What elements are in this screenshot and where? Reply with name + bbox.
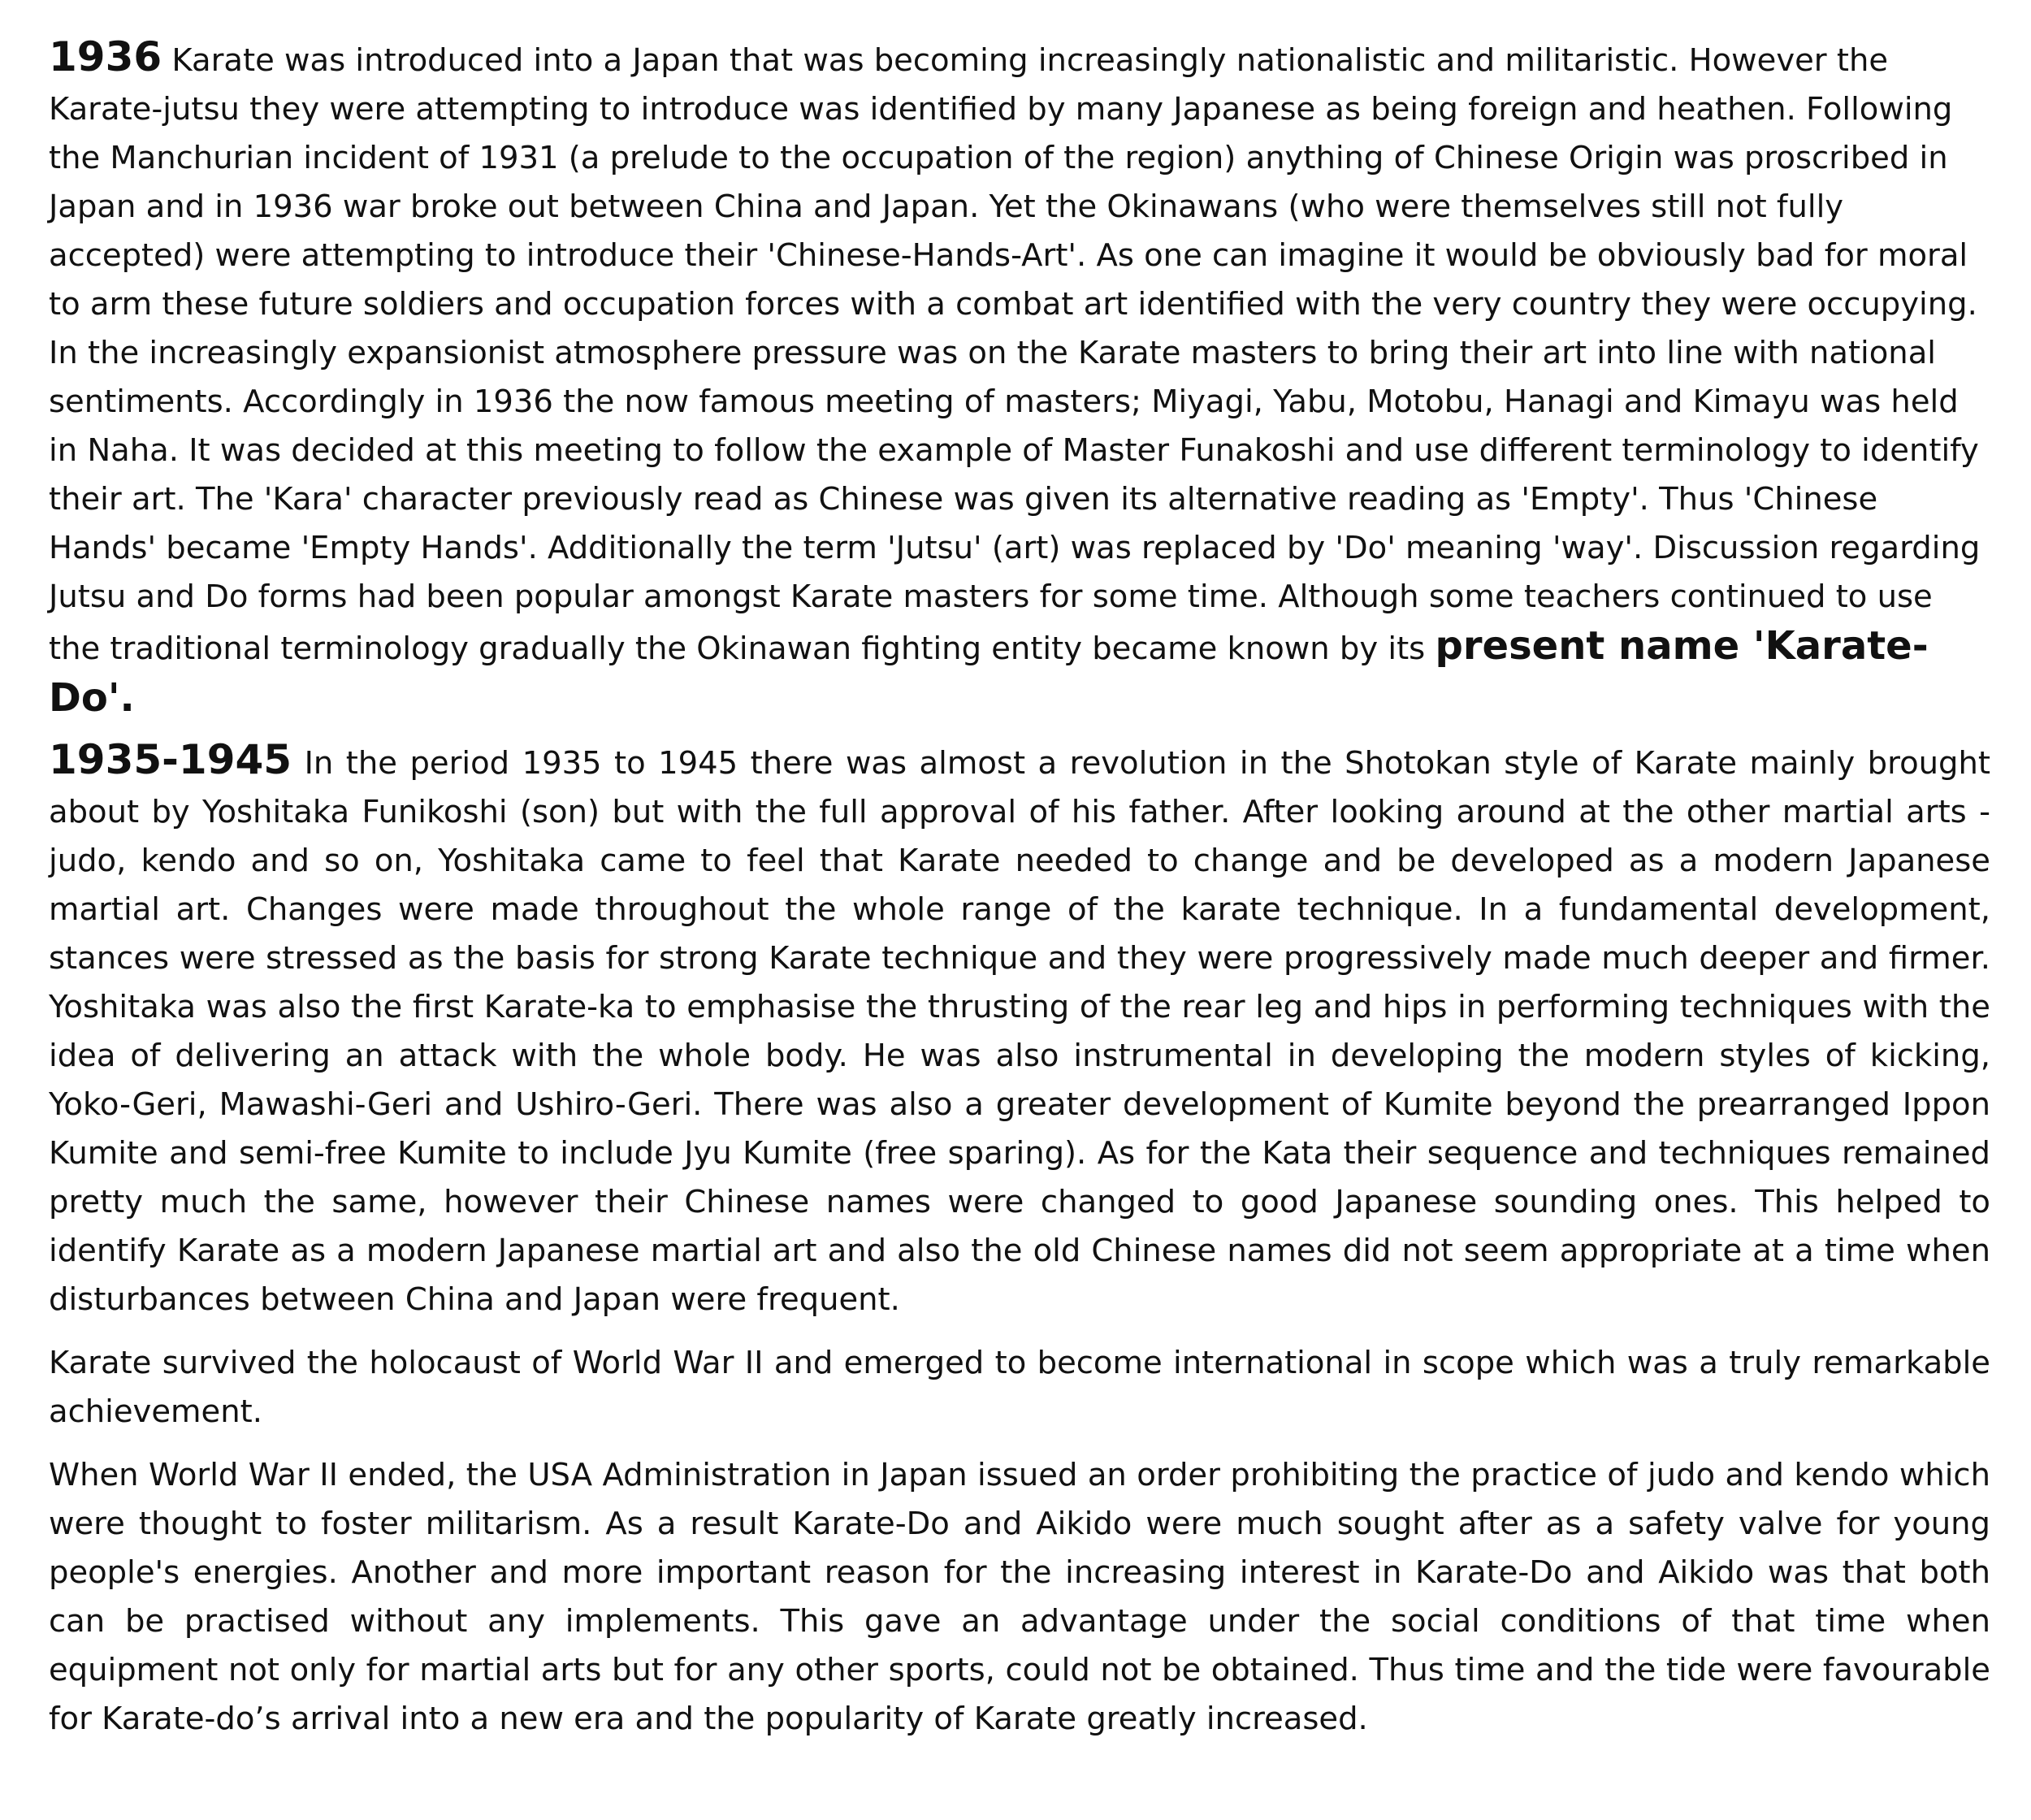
section-heading-1936: 1936	[49, 33, 162, 80]
paragraph-post-war: When World War II ended, the USA Administration in Japan issued an order prohibiting the practice of judo and kendo which were thought to foster militarism. As a result Karate-Do and Aikido were much sought after as a safety valve for young people's energies. Another and more important reason for the increasing interest in Karate-Do and Aikido was that both can be practised without any implements. This gave an advantage under the social conditions of that time when equipment not only for martial arts but for any other sports, could not be obtained. Thus time and the tide were favourable for Karate-do’s arrival into a new era and the popularity of Karate greatly increased.	[49, 1457, 1990, 1737]
section-body-1936: Karate was introduced into a Japan that was becoming increasingly nationalistic and militaristic. However the Karate-jutsu they were attempting to introduce was identified by many Japanese as being foreign and heathen. Following the Manchurian incident of 1931 (a prelude to the occupation of the region) anything of Chinese Origin was proscribed in Japan and in 1936 war broke out between China and Japan. Yet the Okinawans (who were themselves still not fully accepted) were attempting to introduce their 'Chinese-Hands-Art'. As one can imagine it would be obviously bad for moral to arm these future soldiers and occupation forces with a combat art identified with the very country they were occupying. In the increasingly expansionist atmosphere pressure was on the Karate masters to bring their art into line with national sentiments. Accordingly in 1936 the now famous meeting of masters; Miyagi, Yabu, Motobu, Hanagi and Kimayu was held in Naha. It was decided at this meeting to follow the example of Master Funakoshi and use different terminology to identify their art. The 'Kara' character previously read as Chinese was given its alternative reading as 'Empty'. Thus 'Chinese Hands' became 'Empty Hands'. Additionally the term 'Jutsu' (art) was replaced by 'Do' meaning 'way'. Discussion regarding Jutsu and Do forms had been popular amongst Karate masters for some time. Although some teachers continued to use the traditional terminology gradually the Okinawan fighting entity became known by its	[49, 42, 1981, 667]
document-page	[49, 32, 1990, 1744]
section-1935-1945	[49, 735, 1990, 1324]
section-1936	[49, 32, 1990, 726]
section-body-1935-1945: In the period 1935 to 1945 there was almost a revolution in the Shotokan style of Karate mainly brought about by Yoshitaka Funikoshi (son) but with the full approval of his father. After looking around at the other martial arts - judo, kendo and so on, Yoshitaka came to feel that Karate needed to change and be developed as a modern Japanese martial art. Changes were made throughout the whole range of the karate technique. In a fundamental development, stances were stressed as the basis for strong Karate technique and they were progressively made much deeper and firmer. Yoshitaka was also the first Karate-ka to emphasise the thrusting of the rear leg and hips in performing techniques with the idea of delivering an attack with the whole body. He was also instrumental in developing the modern styles of kicking, Yoko-Geri, Mawashi-Geri and Ushiro-Geri. There was also a greater development of Kumite beyond the prearranged Ippon Kumite and semi-free Kumite to include Jyu Kumite (free sparing). As for the Kata their sequence and techniques remained pretty much the same, however their Chinese names were changed to good Japanese sounding ones. This helped to identify Karate as a modern Japanese martial art and also the old Chinese names did not seem appropriate at a time when disturbances between China and Japan were frequent.	[49, 745, 1990, 1318]
paragraph-world-war-ii: Karate survived the holocaust of World War II and emerged to become international in scope which was a truly remarkable achievement.	[49, 1345, 1990, 1430]
section-heading-1935-1945: 1935-1945	[49, 736, 292, 783]
section-closing-bold: present name 'Karate-Do'.	[49, 623, 1929, 721]
